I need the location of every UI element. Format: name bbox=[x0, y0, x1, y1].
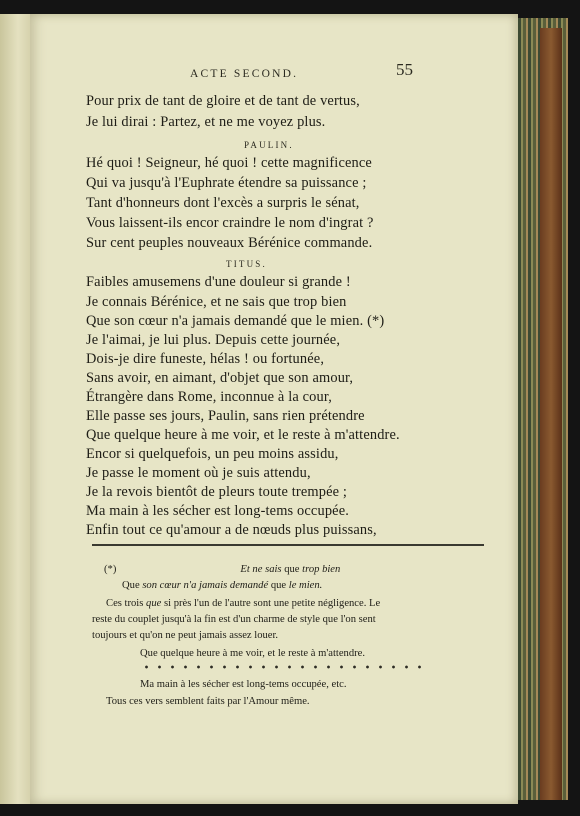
footnote-rule bbox=[92, 544, 484, 546]
footnote-italic: son cœur n'a jamais demandé bbox=[142, 580, 269, 591]
footnote-roman: que bbox=[281, 564, 303, 575]
verse-line: Que quelque heure à me voir, et le reste à m'attendre. bbox=[86, 427, 400, 443]
footnote-roman: que bbox=[268, 580, 289, 591]
facing-page-edge bbox=[0, 14, 30, 804]
footnote-quote-line bbox=[104, 564, 340, 575]
verse-line: Pour prix de tant de gloire et de tant de vertus, bbox=[86, 93, 360, 109]
verse-line: Je connais Bérénice, et ne sais que trop bien bbox=[86, 294, 347, 310]
verse-line: Sur cent peuples nouveaux Bérénice commande. bbox=[86, 235, 373, 251]
running-head: ACTE SECOND. bbox=[190, 68, 299, 80]
book-binding bbox=[540, 28, 562, 800]
footnote-roman: Que bbox=[122, 580, 143, 591]
footnote-italic: que bbox=[146, 598, 162, 609]
footnote-marker: (*) bbox=[104, 564, 117, 575]
footnote-italic: le mien. bbox=[288, 580, 323, 591]
footnote-quote-line bbox=[122, 580, 322, 591]
verse-line: Je lui dirai : Partez, et ne me voyez plus. bbox=[86, 114, 326, 130]
verse-line: Ma main à les sécher est long-tems occupée. bbox=[86, 503, 349, 519]
footnote-quote-line: Ma main à les sécher est long-tems occupée, etc. bbox=[140, 679, 347, 690]
verse-line: Je passe le moment où je suis attendu, bbox=[86, 465, 311, 481]
verse-line: Encor si quelquefois, un peu moins assidu, bbox=[86, 446, 339, 462]
footnote-roman: Ces trois bbox=[106, 598, 147, 609]
verse-line: Elle passe ses jours, Paulin, sans rien prétendre bbox=[86, 408, 365, 424]
verse-line: Je la revois bientôt de pleurs toute trempée ; bbox=[86, 484, 348, 500]
footnote-text-line: Tous ces vers semblent faits par l'Amour même. bbox=[106, 696, 310, 707]
verse-line: Faibles amusemens d'une douleur si grande ! bbox=[86, 274, 351, 290]
ellipsis-dots bbox=[140, 664, 430, 670]
footnote-roman: si près l'un de l'autre sont une petite négligence. Le bbox=[161, 598, 381, 609]
verse-line: Qui va jusqu'à l'Euphrate étendre sa puissance ; bbox=[86, 175, 367, 191]
verse-line: Que son cœur n'a jamais demandé que le mien. (*) bbox=[86, 313, 385, 329]
verse-line: Étrangère dans Rome, inconnue à la cour, bbox=[86, 389, 332, 405]
verse-line: Hé quoi ! Seigneur, hé quoi ! cette magnificence bbox=[86, 155, 372, 171]
speaker-name: PAULIN. bbox=[244, 140, 294, 150]
verse-line: Tant d'honneurs dont l'excès a surpris le sénat, bbox=[86, 195, 360, 211]
footnote-text-line bbox=[106, 598, 380, 609]
speaker-name: TITUS. bbox=[226, 259, 267, 269]
footnote-italic: trop bien bbox=[302, 564, 341, 575]
footnote-text-line: toujours et qu'on ne peut jamais assez louer. bbox=[92, 630, 279, 641]
verse-line: Dois-je dire funeste, hélas ! ou fortunée, bbox=[86, 351, 325, 367]
footnote-text-line: reste du couplet jusqu'à la fin est d'un charme de style que l'on sent bbox=[92, 614, 376, 625]
verse-line: Enfin tout ce qu'amour a de nœuds plus puissans, bbox=[86, 522, 377, 538]
page-number: 55 bbox=[396, 60, 413, 79]
footnote-italic: Et ne sais bbox=[240, 564, 282, 575]
verse-line: Sans avoir, en aimant, d'objet que son amour, bbox=[86, 370, 354, 386]
book-page bbox=[30, 14, 518, 804]
verse-line: Vous laissent-ils encor craindre le nom d'ingrat ? bbox=[86, 215, 374, 231]
verse-line: Je l'aimai, je lui plus. Depuis cette journée, bbox=[86, 332, 341, 348]
footnote-quote-line: Que quelque heure à me voir, et le reste à m'attendre. bbox=[140, 648, 366, 659]
